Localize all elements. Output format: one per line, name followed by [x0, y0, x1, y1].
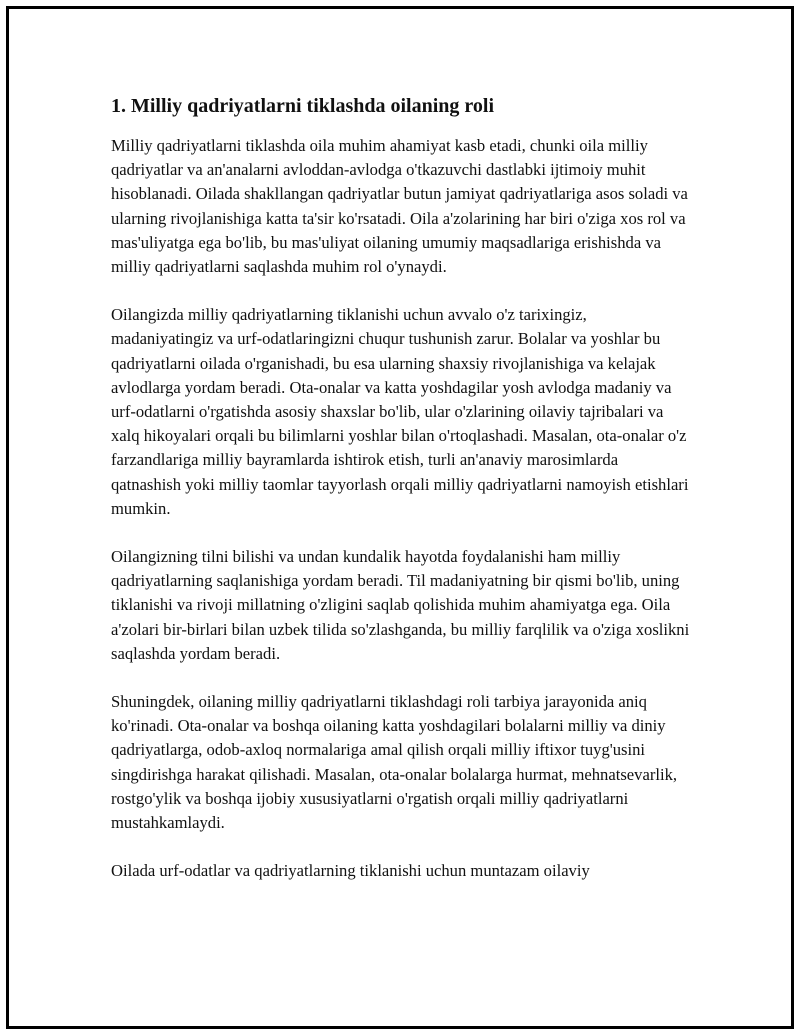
paragraph-4: Shuningdek, oilaning milliy qadriyatlarni tiklashdagi roli tarbiya jarayonida aniq ko'rinadi. Ota-onalar va boshqa oilaning katta yoshdagilari bolalarni milliy va diniy qadriyatlarga, odob-axloq normalariga amal qilish orqali milliy iftixor tuyg'usini singdirishga harakat qilishadi. Masalan, ota-onalar bolalarga hurmat, mehnatsevarlik, rostgo'ylik va boshqa ijobiy xususiyatlarni o'rgatish orqali milliy qadriyatlarni mustahkamlaydi. — [111, 692, 678, 833]
paragraph-2: Oilangizda milliy qadriyatlarning tiklanishi uchun avvalo o'z tarixingiz, madaniyatingiz va urf-odatlaringizni chuqur tushunish zarur. Bolalar va yoshlar bu qadriyatlarni oilada o'rganishadi, bu esa ularning shaxsiy rivojlanishiga va kelajak avlodlarga yordam beradi. Ota-onalar va katta yoshdagilar yosh avlodga madaniy va urf-odatlarni o'rgatishda asosiy shaxslar bo'lib, ular o'zlarining oilaviy tajribalari va xalq hikoyalari orqali bu bilimlarni yoshlar bilan o'rtoqlashadi. Masalan, ota-onalar o'z farzandlariga milliy bayramlarda ishtirok etish, turli an'anaviy marosimlarda qatnashish yoki milliy taomlar tayyorlash orqali milliy qadriyatlarni namoyish etishlari mumkin. — [111, 305, 689, 518]
paragraph-3: Oilangizning tilni bilishi va undan kundalik hayotda foydalanishi ham milliy qadriyatlarning saqlanishiga yordam beradi. Til madaniyatning bir qismi bo'lib, uning tiklanishi va rivoji millatning o'zligini saqlab qolishida muhim ahamiyatga ega. Oila a'zolari bir-birlari bilan uzbek tilida so'zlashganda, bu milliy farqlilik va o'ziga xoslikni saqlashda yordam beradi. — [111, 547, 690, 663]
document-body — [111, 92, 691, 907]
paragraph-1: Milliy qadriyatlarni tiklashda oila muhim ahamiyat kasb etadi, chunki oila milliy qadriyatlar va an'analarni avloddan-avlodga o'tkazuvchi dastlabki ijtimoiy muhit hisoblanadi. Oilada shakllangan qadriyatlar butun jamiyat qadriyatlariga asos soladi va ularning rivojlanishiga katta ta'sir ko'rsatadi. Oila a'zolarining har biri o'ziga xos rol va mas'uliyatga ega bo'lib, bu mas'uliyat oilaning umumiy maqsadlariga erishishda va milliy qadriyatlarni saqlashda muhim rol o'ynaydi. — [111, 136, 688, 277]
section-heading: 1. Milliy qadriyatlarni tiklashda oilaning roli — [111, 95, 495, 117]
paragraph-5: Oilada urf-odatlar va qadriyatlarning tiklanishi uchun muntazam oilaviy — [111, 861, 590, 881]
